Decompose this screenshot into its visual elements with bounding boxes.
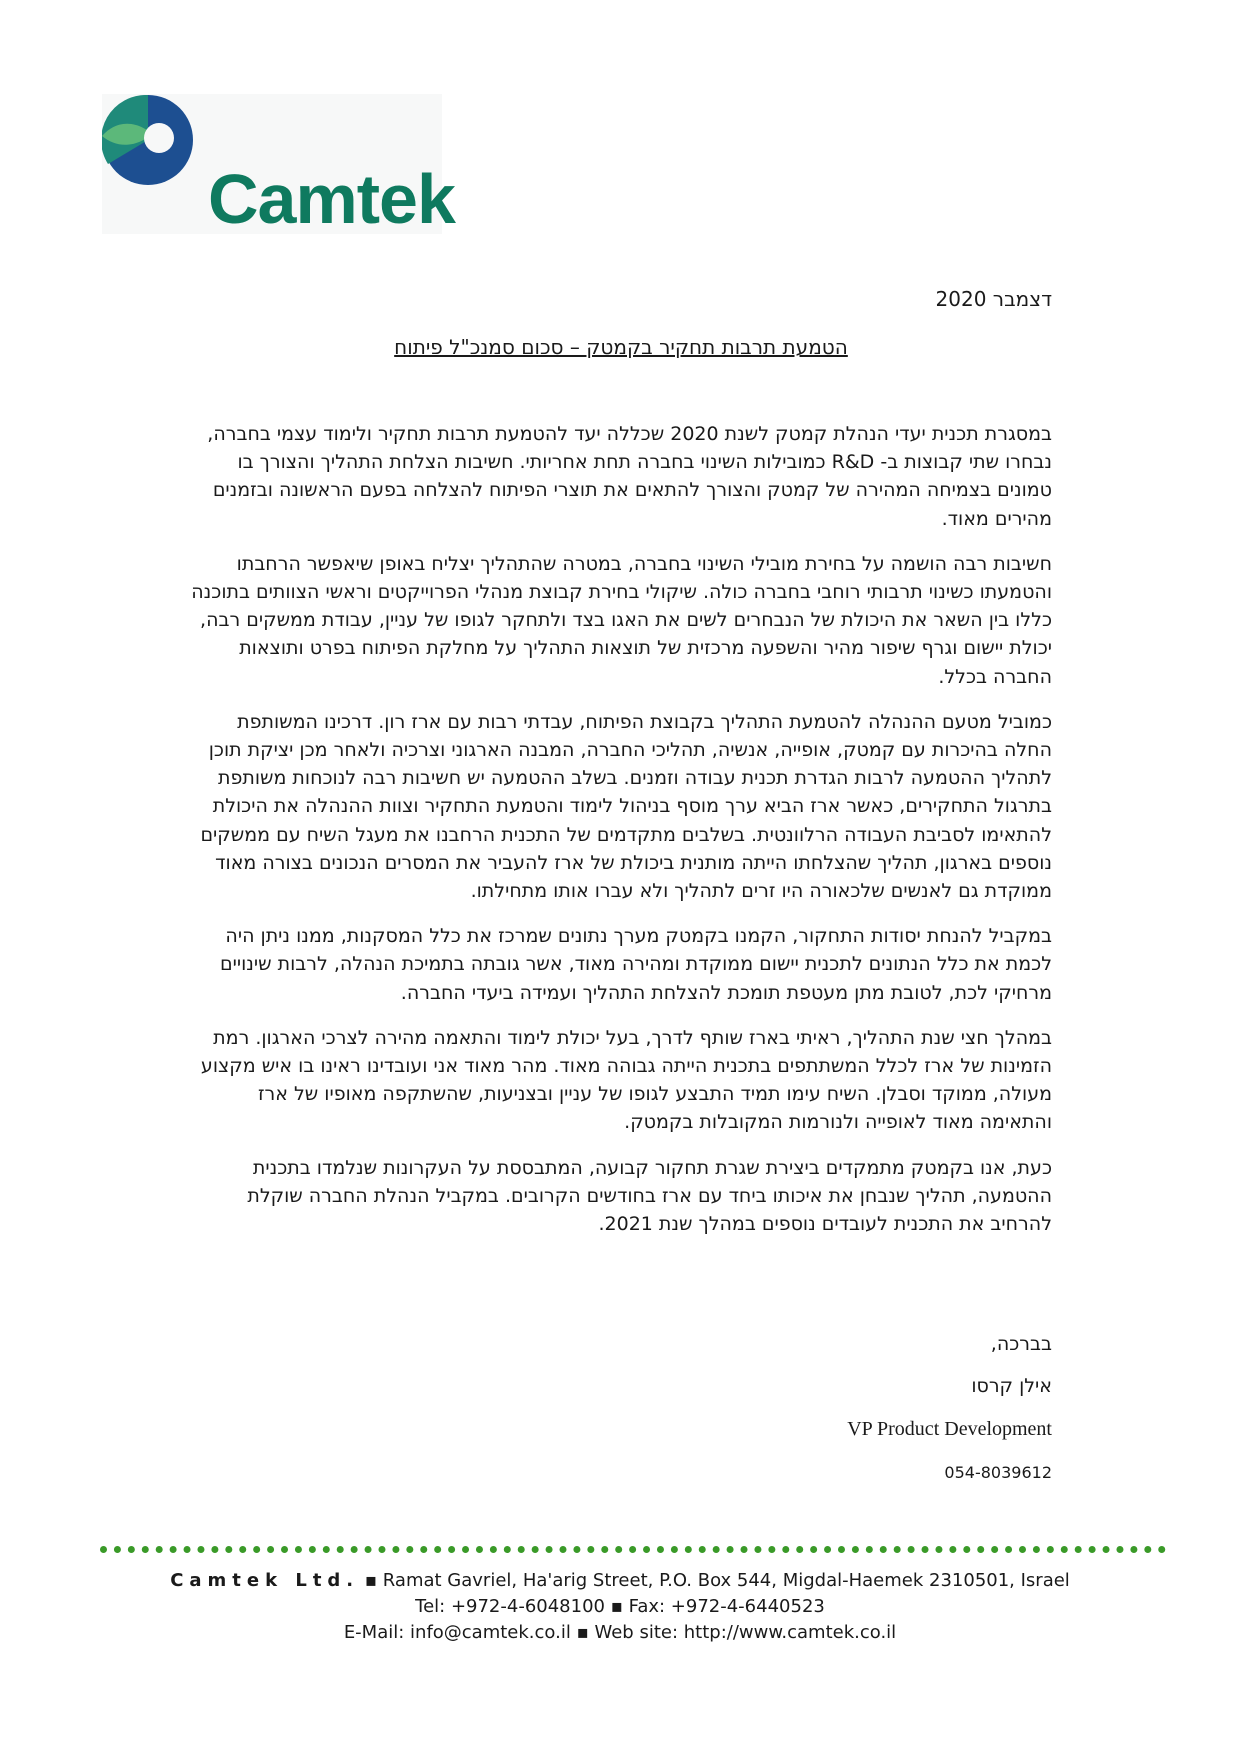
footer-company-name: Camtek Ltd. (170, 1570, 360, 1591)
footer-contact: E-Mail: info@camtek.co.il ▪ Web site: http://www.camtek.co.il (343, 1622, 897, 1643)
company-logo (102, 94, 455, 238)
paragraph: במקביל להנחת יסודות התחקור, הקמנו בקמטק מערך נתונים שמרכז את כלל המסקנות, ממנו ניתן היה לכמת את כלל הנתונים לתכנית יישום ממוקדת ומהירה מאוד, אשר גובתה בתמיכת הנהלה, לרבות שינויים מרחיקי לכת, לטובת מתן מעטפת תומכת להצלחת התהליך ועמידה ביעדי החברה. (220, 925, 1052, 1004)
signature-block (190, 1335, 1052, 1504)
signer-phone: 054-8039612 (944, 1463, 1052, 1482)
paragraph: במסגרת תכנית יעדי הנהלת קמטק לשנת 2020 שכללה יעד להטמעת תרבות תחקיר ולימוד עצמי בחברה, נבחרו שתי קבוצות ב- R&D כמובילות השינוי בחברה תחת אחריותי. חשיבות הצלחת התהליך והצורך בו טמונים בצמיחה המהירה של קמטק והצורך להתאים את תוצרי הפיתוח להצלחה בפעם הראשונה ובזמנים מהירים מאוד. (207, 423, 1052, 530)
closing-greeting: בברכה, (990, 1333, 1052, 1355)
footer-address-line (60, 1572, 1180, 1590)
paragraph: חשיבות רבה הושמה על בחירת מובילי השינוי בחברה, במטרה שהתהליך יצליח באופן שיאפשר הרחבתו והטמעתו כשינוי תרבותי רוחבי בחברה כולה. שיקולי בחירת קבוצת מנהלי הפרוייקטים וראשי הצוותים בתוכנה כללו בין השאר את היכולת של הנבחרים לשים את האגו בצד ולתחקר לגופו של עניין, עבודת ממשקים רבה, יכולת יישום וגרף שיפור מהיר והשפעה מרכזית של תוצאות התהליך על מחלקת הפיתוח בפרט ותוצאות החברה בכלל. (191, 552, 1052, 688)
camtek-logo-icon (102, 94, 212, 194)
footer-phones: Tel: +972-4-6048100 ▪ Fax: +972-4-6440523 (415, 1596, 825, 1617)
letter-body (190, 420, 1052, 1255)
letter-subject: הטמעת תרבות תחקיר בקמטק – סכום סמנכ"ל פיתוח (394, 335, 848, 359)
paragraph: כעת, אנו בקמטק מתמקדים ביצירת שגרת תחקור קבועה, המתבססת על העקרונות שנלמדו בתכנית ההטמעה, תהליך שנבחן את איכותו ביחד עם ארז בחודשים הקרובים. במקביל הנהלת החברה שוקלת להרחיב את התכנית לעובדים נוספים במהלך שנת 2021. (247, 1156, 1052, 1236)
signer-title: VP Product Development (847, 1418, 1052, 1440)
footer-address: ▪ Ramat Gavriel, Ha'arig Street, P.O. Box 544, Migdal-Haemek 2310501, Israel (359, 1570, 1070, 1591)
paragraph: במהלך חצי שנת התהליך, ראיתי בארז שותף לדרך, בעל יכולת לימוד והתאמה מהירה לצרכי הארגון. רמת הזמינות של ארז לכלל המשתתפים בתכנית הייתה גבוהה מאוד. מהר מאוד אני ועובדינו ראינו בו איש מקצוע מעולה, ממוקד וסבלן. השיח עימו תמיד התבצע לגופו של עניין ובצניעות, שהשתקפה מאופיו של ארז והתאימה מאוד לאופייה ולנורמות המקובלות בקמטק. (200, 1026, 1052, 1134)
logo-wordmark: Camtek (208, 160, 455, 238)
signer-name: אילן קרסו (971, 1375, 1052, 1397)
footer-divider (100, 1546, 1166, 1553)
letter-date: דצמבר 2020 (935, 287, 1052, 311)
paragraph: כמוביל מטעם ההנהלה להטמעת התהליך בקבוצת הפיתוח, עבדתי רבות עם ארז רון. דרכינו המשותפת החלה בהיכרות עם קמטק, אופייה, אנשיה, תהליכי החברה, המבנה הארגוני וצרכיה ולאחר מכן יציקת תוכן לתהליך ההטמעה לרבות הגדרת תכנית עבודה וזמנים. בשלב ההטמעה יש חשיבות רבה לנוכחות משותפת בתרגול התחקירים, כאשר ארז הביא ערך מוסף בניהול לימוד והטמעת התחקיר וצוות ההנהלה את היכולת להתאימו לסביבת העבודה הרלוונטית. בשלבים מתקדמים של התכנית הרחבנו את מעגל השיח עם ממשקים נוספים בארגון, תהליך שהצלחתו הייתה מותנית ביכולת של ארז להעביר את המסרים הנכונים בצורה מאוד ממוקדת גם לאנשים שלכאורה היו זרים לתהליך ולא עברו אותו מתחילתו. (200, 710, 1052, 903)
